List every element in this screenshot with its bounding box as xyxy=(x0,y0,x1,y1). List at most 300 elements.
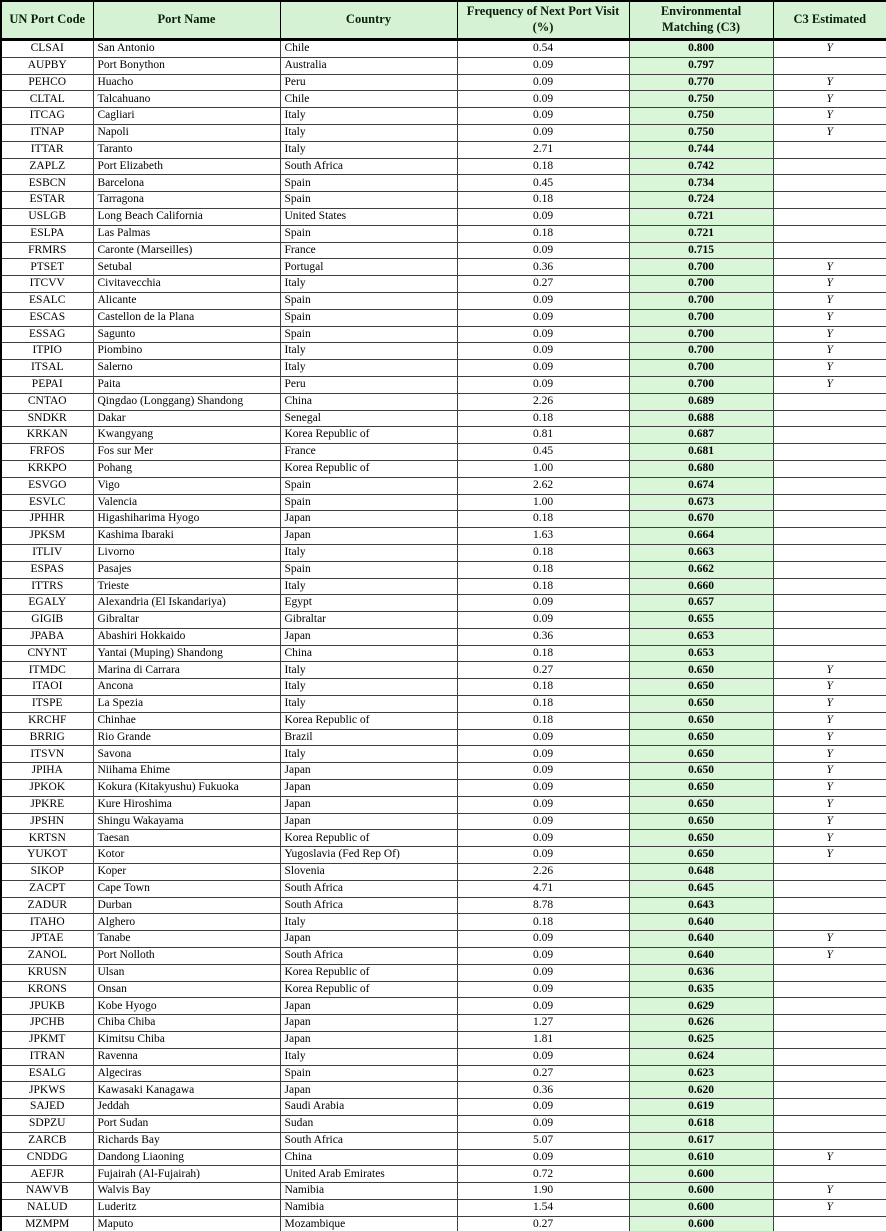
cell-c3-estimated: Y xyxy=(773,679,886,696)
cell-environmental-matching: 0.689 xyxy=(629,393,773,410)
cell-environmental-matching: 0.640 xyxy=(629,948,773,965)
cell-country: France xyxy=(280,444,457,461)
cell-un-port-code: ITCVV xyxy=(1,276,93,293)
cell-environmental-matching: 0.623 xyxy=(629,1065,773,1082)
cell-port-name: Cape Town xyxy=(93,880,280,897)
cell-port-name: Setubal xyxy=(93,259,280,276)
table-row xyxy=(1,460,886,477)
table-row xyxy=(1,1099,886,1116)
cell-environmental-matching: 0.721 xyxy=(629,208,773,225)
table-row xyxy=(1,208,886,225)
cell-country: Japan xyxy=(280,998,457,1015)
cell-country: Gibraltar xyxy=(280,612,457,629)
cell-frequency: 0.54 xyxy=(457,40,629,58)
cell-port-name: Kashima Ibaraki xyxy=(93,528,280,545)
cell-un-port-code: PTSET xyxy=(1,259,93,276)
cell-port-name: Algeciras xyxy=(93,1065,280,1082)
cell-c3-estimated xyxy=(773,1032,886,1049)
cell-port-name: Huacho xyxy=(93,74,280,91)
cell-un-port-code: JPSHN xyxy=(1,813,93,830)
cell-un-port-code: ESALG xyxy=(1,1065,93,1082)
cell-c3-estimated xyxy=(773,1099,886,1116)
cell-un-port-code: ZACPT xyxy=(1,880,93,897)
cell-port-name: Salerno xyxy=(93,360,280,377)
cell-frequency: 1.54 xyxy=(457,1199,629,1216)
cell-port-name: Pasajes xyxy=(93,561,280,578)
cell-port-name: Walvis Bay xyxy=(93,1183,280,1200)
cell-environmental-matching: 0.643 xyxy=(629,897,773,914)
cell-environmental-matching: 0.625 xyxy=(629,1032,773,1049)
cell-environmental-matching: 0.600 xyxy=(629,1216,773,1231)
cell-c3-estimated xyxy=(773,561,886,578)
cell-frequency: 0.09 xyxy=(457,948,629,965)
cell-environmental-matching: 0.700 xyxy=(629,360,773,377)
cell-un-port-code: ITSVN xyxy=(1,746,93,763)
cell-un-port-code: KRTSN xyxy=(1,830,93,847)
cell-c3-estimated xyxy=(773,1082,886,1099)
cell-country: Australia xyxy=(280,57,457,74)
table-row xyxy=(1,914,886,931)
cell-c3-estimated xyxy=(773,1132,886,1149)
table-row xyxy=(1,864,886,881)
cell-un-port-code: ITSAL xyxy=(1,360,93,377)
cell-c3-estimated xyxy=(773,1015,886,1032)
cell-un-port-code: PEPAI xyxy=(1,376,93,393)
cell-country: Italy xyxy=(280,360,457,377)
cell-port-name: Napoli xyxy=(93,124,280,141)
cell-un-port-code: ESBCN xyxy=(1,175,93,192)
cell-country: Italy xyxy=(280,124,457,141)
cell-frequency: 0.09 xyxy=(457,292,629,309)
cell-c3-estimated xyxy=(773,444,886,461)
cell-frequency: 4.71 xyxy=(457,880,629,897)
cell-frequency: 2.62 xyxy=(457,477,629,494)
table-row xyxy=(1,40,886,58)
port-table-body xyxy=(1,40,886,1231)
cell-un-port-code: JPKMT xyxy=(1,1032,93,1049)
cell-port-name: San Antonio xyxy=(93,40,280,58)
table-row xyxy=(1,780,886,797)
cell-country: Spain xyxy=(280,1065,457,1082)
cell-environmental-matching: 0.650 xyxy=(629,679,773,696)
cell-environmental-matching: 0.700 xyxy=(629,259,773,276)
cell-frequency: 0.09 xyxy=(457,931,629,948)
cell-un-port-code: JPKRE xyxy=(1,796,93,813)
cell-port-name: Koper xyxy=(93,864,280,881)
cell-country: Spain xyxy=(280,561,457,578)
cell-un-port-code: ESVLC xyxy=(1,494,93,511)
cell-environmental-matching: 0.700 xyxy=(629,292,773,309)
cell-port-name: Ancona xyxy=(93,679,280,696)
cell-environmental-matching: 0.600 xyxy=(629,1199,773,1216)
table-row xyxy=(1,948,886,965)
table-row xyxy=(1,712,886,729)
cell-frequency: 0.18 xyxy=(457,158,629,175)
cell-frequency: 0.09 xyxy=(457,108,629,125)
cell-un-port-code: JPUKB xyxy=(1,998,93,1015)
table-header-row xyxy=(1,1,886,40)
cell-c3-estimated xyxy=(773,880,886,897)
cell-country: Italy xyxy=(280,696,457,713)
cell-port-name: Kobe Hyogo xyxy=(93,998,280,1015)
cell-c3-estimated xyxy=(773,964,886,981)
cell-port-name: Abashiri Hokkaido xyxy=(93,628,280,645)
cell-port-name: Dandong Liaoning xyxy=(93,1149,280,1166)
cell-c3-estimated xyxy=(773,57,886,74)
cell-environmental-matching: 0.650 xyxy=(629,847,773,864)
cell-environmental-matching: 0.681 xyxy=(629,444,773,461)
table-row xyxy=(1,141,886,158)
cell-environmental-matching: 0.657 xyxy=(629,595,773,612)
table-row xyxy=(1,360,886,377)
cell-frequency: 0.81 xyxy=(457,427,629,444)
cell-un-port-code: CNDDG xyxy=(1,1149,93,1166)
cell-port-name: Pohang xyxy=(93,460,280,477)
table-row xyxy=(1,1015,886,1032)
cell-country: Egypt xyxy=(280,595,457,612)
cell-un-port-code: ITTAR xyxy=(1,141,93,158)
cell-country: Spain xyxy=(280,326,457,343)
cell-c3-estimated xyxy=(773,1166,886,1183)
cell-environmental-matching: 0.750 xyxy=(629,108,773,125)
cell-frequency: 0.18 xyxy=(457,410,629,427)
cell-frequency: 0.09 xyxy=(457,343,629,360)
cell-frequency: 0.18 xyxy=(457,511,629,528)
cell-country: China xyxy=(280,393,457,410)
cell-port-name: Chinhae xyxy=(93,712,280,729)
cell-un-port-code: KRKPO xyxy=(1,460,93,477)
cell-environmental-matching: 0.620 xyxy=(629,1082,773,1099)
cell-un-port-code: ESLPA xyxy=(1,225,93,242)
cell-frequency: 0.09 xyxy=(457,981,629,998)
cell-frequency: 0.09 xyxy=(457,763,629,780)
cell-frequency: 0.45 xyxy=(457,444,629,461)
table-row xyxy=(1,595,886,612)
cell-port-name: Durban xyxy=(93,897,280,914)
cell-un-port-code: ITAHO xyxy=(1,914,93,931)
cell-c3-estimated xyxy=(773,1065,886,1082)
table-row xyxy=(1,1183,886,1200)
cell-country: United Arab Emirates xyxy=(280,1166,457,1183)
cell-environmental-matching: 0.742 xyxy=(629,158,773,175)
cell-country: Korea Republic of xyxy=(280,964,457,981)
cell-c3-estimated xyxy=(773,864,886,881)
cell-port-name: Caronte (Marseilles) xyxy=(93,242,280,259)
table-row xyxy=(1,796,886,813)
cell-un-port-code: AUPBY xyxy=(1,57,93,74)
table-row xyxy=(1,242,886,259)
cell-port-name: Luderitz xyxy=(93,1199,280,1216)
cell-frequency: 1.63 xyxy=(457,528,629,545)
cell-c3-estimated xyxy=(773,1216,886,1231)
cell-country: South Africa xyxy=(280,880,457,897)
table-row xyxy=(1,427,886,444)
table-row xyxy=(1,662,886,679)
cell-c3-estimated: Y xyxy=(773,360,886,377)
cell-environmental-matching: 0.721 xyxy=(629,225,773,242)
table-row xyxy=(1,1199,886,1216)
cell-country: South Africa xyxy=(280,158,457,175)
cell-un-port-code: CNYNT xyxy=(1,645,93,662)
table-row xyxy=(1,444,886,461)
cell-c3-estimated: Y xyxy=(773,276,886,293)
cell-country: Italy xyxy=(280,276,457,293)
cell-c3-estimated: Y xyxy=(773,124,886,141)
table-row xyxy=(1,1032,886,1049)
cell-environmental-matching: 0.670 xyxy=(629,511,773,528)
cell-un-port-code: ESVGO xyxy=(1,477,93,494)
table-row xyxy=(1,192,886,209)
cell-port-name: Kokura (Kitakyushu) Fukuoka xyxy=(93,780,280,797)
cell-un-port-code: JPCHB xyxy=(1,1015,93,1032)
table-row xyxy=(1,830,886,847)
cell-c3-estimated: Y xyxy=(773,813,886,830)
cell-c3-estimated xyxy=(773,981,886,998)
cell-un-port-code: ITCAG xyxy=(1,108,93,125)
cell-country: Italy xyxy=(280,662,457,679)
cell-country: Japan xyxy=(280,796,457,813)
cell-environmental-matching: 0.797 xyxy=(629,57,773,74)
cell-c3-estimated xyxy=(773,612,886,629)
cell-country: Chile xyxy=(280,40,457,58)
table-row xyxy=(1,1166,886,1183)
cell-un-port-code: BRRIG xyxy=(1,729,93,746)
cell-environmental-matching: 0.700 xyxy=(629,309,773,326)
table-row xyxy=(1,326,886,343)
cell-frequency: 0.18 xyxy=(457,679,629,696)
cell-c3-estimated xyxy=(773,460,886,477)
cell-un-port-code: ESALC xyxy=(1,292,93,309)
cell-environmental-matching: 0.629 xyxy=(629,998,773,1015)
table-row xyxy=(1,1216,886,1231)
cell-c3-estimated: Y xyxy=(773,376,886,393)
cell-environmental-matching: 0.635 xyxy=(629,981,773,998)
cell-un-port-code: ITRAN xyxy=(1,1048,93,1065)
cell-c3-estimated xyxy=(773,628,886,645)
cell-country: Japan xyxy=(280,528,457,545)
cell-c3-estimated: Y xyxy=(773,259,886,276)
cell-environmental-matching: 0.650 xyxy=(629,712,773,729)
cell-port-name: Alghero xyxy=(93,914,280,931)
table-row xyxy=(1,645,886,662)
cell-un-port-code: ITLIV xyxy=(1,544,93,561)
cell-frequency: 0.09 xyxy=(457,813,629,830)
table-row xyxy=(1,1116,886,1133)
cell-country: South Africa xyxy=(280,948,457,965)
cell-un-port-code: JPKWS xyxy=(1,1082,93,1099)
cell-frequency: 0.72 xyxy=(457,1166,629,1183)
cell-c3-estimated: Y xyxy=(773,780,886,797)
cell-country: Namibia xyxy=(280,1183,457,1200)
cell-country: Spain xyxy=(280,494,457,511)
cell-frequency: 0.09 xyxy=(457,124,629,141)
cell-environmental-matching: 0.660 xyxy=(629,578,773,595)
cell-environmental-matching: 0.724 xyxy=(629,192,773,209)
cell-environmental-matching: 0.653 xyxy=(629,645,773,662)
cell-country: China xyxy=(280,1149,457,1166)
cell-un-port-code: ITTRS xyxy=(1,578,93,595)
cell-frequency: 0.18 xyxy=(457,914,629,931)
cell-c3-estimated xyxy=(773,208,886,225)
cell-c3-estimated xyxy=(773,225,886,242)
cell-port-name: Onsan xyxy=(93,981,280,998)
cell-c3-estimated: Y xyxy=(773,712,886,729)
cell-country: Korea Republic of xyxy=(280,460,457,477)
cell-c3-estimated: Y xyxy=(773,948,886,965)
cell-un-port-code: ITPIO xyxy=(1,343,93,360)
cell-c3-estimated: Y xyxy=(773,91,886,108)
cell-environmental-matching: 0.650 xyxy=(629,813,773,830)
cell-country: Italy xyxy=(280,343,457,360)
cell-country: Namibia xyxy=(280,1199,457,1216)
cell-frequency: 0.27 xyxy=(457,1065,629,1082)
cell-frequency: 0.18 xyxy=(457,561,629,578)
cell-c3-estimated: Y xyxy=(773,1199,886,1216)
cell-country: Slovenia xyxy=(280,864,457,881)
cell-port-name: Marina di Carrara xyxy=(93,662,280,679)
cell-c3-estimated xyxy=(773,427,886,444)
cell-frequency: 0.09 xyxy=(457,998,629,1015)
cell-country: Japan xyxy=(280,780,457,797)
cell-frequency: 0.09 xyxy=(457,612,629,629)
cell-c3-estimated xyxy=(773,914,886,931)
cell-c3-estimated xyxy=(773,192,886,209)
cell-environmental-matching: 0.650 xyxy=(629,830,773,847)
cell-frequency: 0.09 xyxy=(457,830,629,847)
cell-environmental-matching: 0.674 xyxy=(629,477,773,494)
cell-environmental-matching: 0.663 xyxy=(629,544,773,561)
cell-port-name: Chiba Chiba xyxy=(93,1015,280,1032)
cell-un-port-code: JPTAE xyxy=(1,931,93,948)
cell-un-port-code: USLGB xyxy=(1,208,93,225)
table-row xyxy=(1,1048,886,1065)
cell-un-port-code: PEHCO xyxy=(1,74,93,91)
cell-port-name: Valencia xyxy=(93,494,280,511)
cell-un-port-code: ZANOL xyxy=(1,948,93,965)
cell-frequency: 0.36 xyxy=(457,259,629,276)
cell-port-name: Jeddah xyxy=(93,1099,280,1116)
cell-c3-estimated xyxy=(773,528,886,545)
cell-port-name: Ravenna xyxy=(93,1048,280,1065)
cell-environmental-matching: 0.600 xyxy=(629,1183,773,1200)
cell-country: Japan xyxy=(280,511,457,528)
cell-frequency: 0.09 xyxy=(457,74,629,91)
cell-frequency: 0.45 xyxy=(457,175,629,192)
cell-environmental-matching: 0.618 xyxy=(629,1116,773,1133)
cell-frequency: 1.27 xyxy=(457,1015,629,1032)
cell-un-port-code: KRONS xyxy=(1,981,93,998)
table-row xyxy=(1,813,886,830)
table-row xyxy=(1,343,886,360)
cell-frequency: 0.09 xyxy=(457,847,629,864)
cell-frequency: 0.09 xyxy=(457,1116,629,1133)
cell-port-name: Port Elizabeth xyxy=(93,158,280,175)
cell-un-port-code: CNTAO xyxy=(1,393,93,410)
cell-country: Brazil xyxy=(280,729,457,746)
cell-c3-estimated xyxy=(773,393,886,410)
cell-c3-estimated xyxy=(773,175,886,192)
cell-port-name: Qingdao (Longgang) Shandong xyxy=(93,393,280,410)
cell-environmental-matching: 0.650 xyxy=(629,763,773,780)
cell-c3-estimated: Y xyxy=(773,343,886,360)
table-row xyxy=(1,175,886,192)
cell-frequency: 0.36 xyxy=(457,1082,629,1099)
cell-port-name: Trieste xyxy=(93,578,280,595)
cell-country: Japan xyxy=(280,931,457,948)
cell-c3-estimated: Y xyxy=(773,796,886,813)
cell-port-name: Tarragona xyxy=(93,192,280,209)
cell-port-name: Kawasaki Kanagawa xyxy=(93,1082,280,1099)
table-row xyxy=(1,847,886,864)
cell-frequency: 0.18 xyxy=(457,645,629,662)
cell-environmental-matching: 0.650 xyxy=(629,796,773,813)
cell-un-port-code: ESPAS xyxy=(1,561,93,578)
cell-frequency: 0.27 xyxy=(457,1216,629,1231)
cell-frequency: 0.09 xyxy=(457,746,629,763)
cell-port-name: Port Bonython xyxy=(93,57,280,74)
cell-c3-estimated: Y xyxy=(773,108,886,125)
table-row xyxy=(1,729,886,746)
cell-frequency: 0.09 xyxy=(457,208,629,225)
cell-port-name: Barcelona xyxy=(93,175,280,192)
cell-frequency: 0.09 xyxy=(457,1048,629,1065)
table-row xyxy=(1,679,886,696)
cell-port-name: Sagunto xyxy=(93,326,280,343)
cell-country: Japan xyxy=(280,763,457,780)
cell-c3-estimated xyxy=(773,578,886,595)
cell-c3-estimated xyxy=(773,645,886,662)
cell-c3-estimated xyxy=(773,242,886,259)
cell-frequency: 2.26 xyxy=(457,393,629,410)
cell-country: Yugoslavia (Fed Rep Of) xyxy=(280,847,457,864)
cell-c3-estimated: Y xyxy=(773,662,886,679)
cell-c3-estimated: Y xyxy=(773,696,886,713)
cell-port-name: Kotor xyxy=(93,847,280,864)
table-row xyxy=(1,897,886,914)
cell-country: Italy xyxy=(280,914,457,931)
cell-c3-estimated: Y xyxy=(773,74,886,91)
cell-frequency: 0.09 xyxy=(457,242,629,259)
cell-environmental-matching: 0.800 xyxy=(629,40,773,58)
cell-c3-estimated xyxy=(773,544,886,561)
cell-country: Korea Republic of xyxy=(280,712,457,729)
cell-frequency: 2.71 xyxy=(457,141,629,158)
cell-un-port-code: FRMRS xyxy=(1,242,93,259)
table-row xyxy=(1,124,886,141)
cell-environmental-matching: 0.650 xyxy=(629,662,773,679)
cell-country: Senegal xyxy=(280,410,457,427)
cell-un-port-code: SNDKR xyxy=(1,410,93,427)
cell-c3-estimated: Y xyxy=(773,309,886,326)
col-header-country: Country xyxy=(280,1,457,40)
cell-c3-estimated: Y xyxy=(773,830,886,847)
cell-un-port-code: NAWVB xyxy=(1,1183,93,1200)
cell-c3-estimated xyxy=(773,1116,886,1133)
cell-un-port-code: KRCHF xyxy=(1,712,93,729)
cell-environmental-matching: 0.744 xyxy=(629,141,773,158)
cell-un-port-code: JPIHA xyxy=(1,763,93,780)
cell-country: Italy xyxy=(280,1048,457,1065)
cell-c3-estimated: Y xyxy=(773,847,886,864)
table-row xyxy=(1,998,886,1015)
table-row xyxy=(1,292,886,309)
cell-environmental-matching: 0.650 xyxy=(629,696,773,713)
cell-frequency: 2.26 xyxy=(457,864,629,881)
cell-un-port-code: NALUD xyxy=(1,1199,93,1216)
cell-un-port-code: ESSAG xyxy=(1,326,93,343)
cell-environmental-matching: 0.750 xyxy=(629,124,773,141)
cell-un-port-code: JPKOK xyxy=(1,780,93,797)
